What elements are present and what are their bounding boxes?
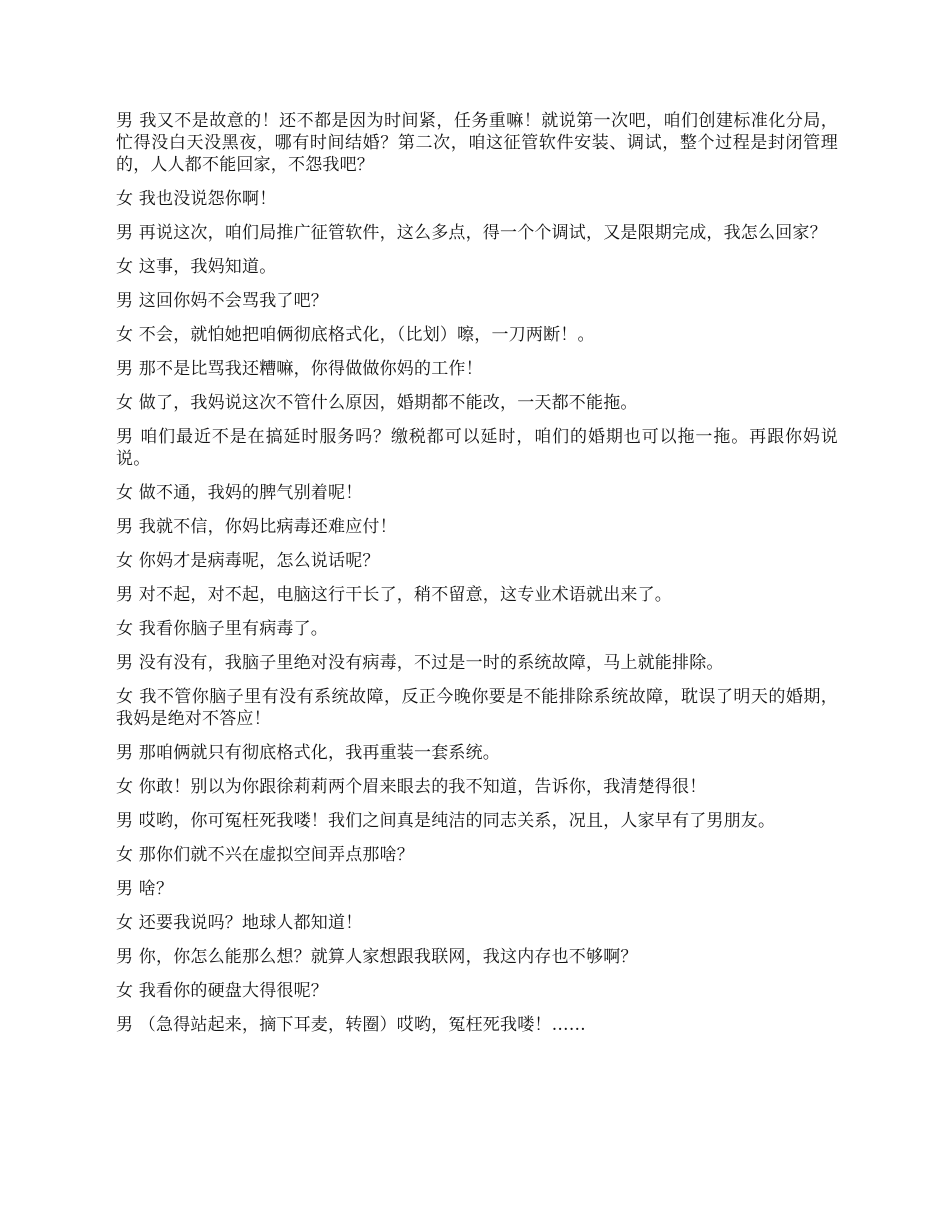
dialogue-line: 男 啥？ xyxy=(116,879,174,899)
dialogue-line: 男 我又不是故意的！还不都是因为时间紧，任务重嘛！就说第一次吧，咱们创建标准化分局，忙得没白天没黑夜，哪有时间结婚？第二次，咱这征管软件安装、调试，整个过程是封闭管理的，人人都不能回家，不怨我吧？ xyxy=(116,111,838,175)
dialogue-line: 男 那不是比骂我还糟嘛，你得做做你妈的工作！ xyxy=(116,359,483,379)
dialogue-line: 女 还要我说吗？地球人都知道！ xyxy=(116,913,363,933)
dialogue-line: 男 再说这次，咱们局推广征管软件，这么多点，得一个个调试，又是限期完成，我怎么回家？ xyxy=(116,223,827,243)
dialogue-line: 男 那咱俩就只有彻底格式化，我再重装一套系统。 xyxy=(116,743,501,763)
dialogue-line: 女 我看你的硬盘大得很呢？ xyxy=(116,981,329,1001)
dialogue-line: 男 我就不信，你妈比病毒还难应付！ xyxy=(116,517,397,537)
dialogue-line: 男 没有没有，我脑子里绝对没有病毒，不过是一时的系统故障，马上就能排除。 xyxy=(116,653,724,673)
dialogue-line: 男 对不起，对不起，电脑这行干长了，稍不留意，这专业术语就出来了。 xyxy=(116,585,673,605)
dialogue-line: 男 你，你怎么能那么想？就算人家想跟我联网，我这内存也不够啊？ xyxy=(116,947,638,967)
document-body xyxy=(116,110,838,1048)
dialogue-line: 女 不会，就怕她把咱俩彻底格式化，（比划）嚓，一刀两断！。 xyxy=(116,325,595,345)
dialogue-line: 男 哎哟，你可冤枉死我喽！我们之间真是纯洁的同志关系，况且，人家早有了男朋友。 xyxy=(116,811,776,831)
dialogue-line: 女 那你们就不兴在虚拟空间弄点那啥？ xyxy=(116,845,415,865)
dialogue-line: 女 做不通，我妈的脾气别着呢！ xyxy=(116,483,363,503)
dialogue-line: 女 我不管你脑子里有没有系统故障，反正今晚你要是不能排除系统故障，耽误了明天的婚期，我妈是绝对不答应！ xyxy=(116,687,838,729)
dialogue-line: 女 你妈才是病毒呢，怎么说话呢？ xyxy=(116,551,380,571)
dialogue-line: 女 你敢！别以为你跟徐莉莉两个眉来眼去的我不知道，告诉你，我清楚得很！ xyxy=(116,777,707,797)
dialogue-line: 女 我也没说怨你啊！ xyxy=(116,189,277,209)
dialogue-line: 男 咱们最近不是在搞延时服务吗？缴税都可以延时，咱们的婚期也可以拖一拖。再跟你妈说说。 xyxy=(116,427,838,469)
dialogue-line: 男 （急得站起来，摘下耳麦，转圈）哎哟，冤枉死我喽！…… xyxy=(116,1015,587,1035)
dialogue-line: 男 这回你妈不会骂我了吧？ xyxy=(116,291,329,311)
dialogue-line: 女 做了，我妈说这次不管什么原因，婚期都不能改，一天都不能拖。 xyxy=(116,393,638,413)
dialogue-line: 女 我看你脑子里有病毒了。 xyxy=(116,619,329,639)
dialogue-line: 女 这事，我妈知道。 xyxy=(116,257,277,277)
